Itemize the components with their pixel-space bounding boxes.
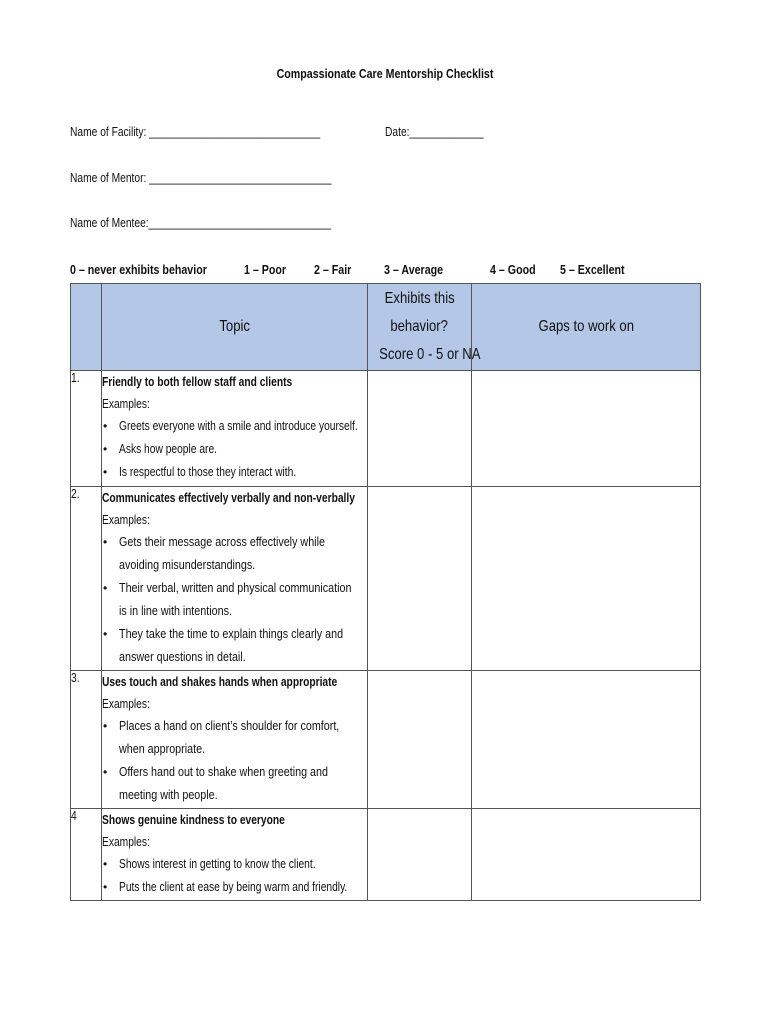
list-item: • Gets their message across effectively while avoiding misunderstandings. xyxy=(102,531,367,577)
checklist-table xyxy=(70,283,701,901)
page-title: Compassionate Care Mentorship Checklist xyxy=(276,66,494,81)
examples-label: Examples: xyxy=(102,513,150,527)
table-row xyxy=(71,371,701,487)
bullet-icon: • xyxy=(103,627,108,641)
mentor-label: Name of Mentor: ________________________________ xyxy=(70,171,332,185)
bullet-icon: • xyxy=(103,581,108,595)
list-item: • Asks how people are. xyxy=(102,438,367,461)
list-item: • Puts the client at ease by being warm and friendly. xyxy=(102,876,367,899)
topic-heading: Friendly to both fellow staff and clients xyxy=(102,375,293,389)
examples-label: Examples: xyxy=(102,835,150,849)
topic-heading: Shows genuine kindness to everyone xyxy=(102,813,285,827)
scale-item-3: 3 – Average xyxy=(384,262,444,277)
bullet-icon: • xyxy=(103,442,108,456)
table-row xyxy=(71,809,701,901)
row-number: 1. xyxy=(71,371,102,487)
bullet-icon: • xyxy=(103,419,108,433)
scale-item-1: 1 – Poor xyxy=(244,262,287,277)
date-label: Date:_____________ xyxy=(385,125,484,139)
scale-item-4: 4 – Good xyxy=(490,262,536,277)
topic-heading: Communicates effectively verbally and non-verbally xyxy=(102,491,355,505)
mentee-label: Name of Mentee:________________________________ xyxy=(70,216,332,230)
header-gaps: Gaps to work on xyxy=(472,284,701,371)
table-header-row xyxy=(71,284,701,371)
facility-field xyxy=(70,125,375,139)
gaps-cell[interactable] xyxy=(472,487,701,671)
list-item: • Greets everyone with a smile and introduce yourself. xyxy=(102,415,367,438)
gaps-cell[interactable] xyxy=(472,671,701,809)
example-list xyxy=(102,531,367,669)
list-item: • They take the time to explain things clearly and answer questions in detail. xyxy=(102,623,367,669)
bullet-icon: • xyxy=(103,719,108,733)
score-cell[interactable] xyxy=(368,487,472,671)
header-score xyxy=(368,284,481,371)
gaps-cell[interactable] xyxy=(472,371,701,487)
example-list xyxy=(102,715,367,807)
topic-cell xyxy=(102,487,368,671)
list-item: • Shows interest in getting to know the client. xyxy=(102,853,367,876)
scale-item-0: 0 – never exhibits behavior xyxy=(70,262,207,277)
scale-item-5: 5 – Excellent xyxy=(560,262,625,277)
header-topic: Topic xyxy=(102,284,368,371)
header-score-line3: Score 0 - 5 or NA xyxy=(379,346,481,363)
bullet-icon: • xyxy=(103,465,108,479)
topic-cell xyxy=(102,809,368,901)
list-item: • Places a hand on client’s shoulder for comfort, when appropriate. xyxy=(102,715,367,761)
header-number xyxy=(71,284,102,371)
score-cell[interactable] xyxy=(368,671,472,809)
bullet-icon: • xyxy=(103,880,108,894)
scale-item-2: 2 – Fair xyxy=(314,262,352,277)
example-list xyxy=(102,853,367,899)
list-item: • Their verbal, written and physical communication is in line with intentions. xyxy=(102,577,367,623)
mentor-field xyxy=(70,171,389,185)
list-item: • Is respectful to those they interact with. xyxy=(102,461,367,484)
bullet-icon: • xyxy=(103,857,108,871)
bullet-icon: • xyxy=(103,765,108,779)
table-row xyxy=(71,487,701,671)
header-score-line1: Exhibits this xyxy=(384,290,455,307)
header-score-line2: behavior? xyxy=(390,318,449,335)
examples-label: Examples: xyxy=(102,697,150,711)
facility-label: Name of Facility: ______________________________ xyxy=(70,125,321,139)
topic-cell xyxy=(102,371,368,487)
mentee-field xyxy=(70,216,388,230)
gaps-cell[interactable] xyxy=(472,809,701,901)
topic-cell xyxy=(102,671,368,809)
date-field xyxy=(385,125,505,139)
examples-label: Examples: xyxy=(102,397,150,411)
row-number: 2. xyxy=(71,487,102,671)
row-number: 3. xyxy=(71,671,102,809)
table-row xyxy=(71,671,701,809)
topic-heading: Uses touch and shakes hands when appropriate xyxy=(102,675,338,689)
list-item: • Offers hand out to shake when greeting and meeting with people. xyxy=(102,761,367,807)
row-number: 4 xyxy=(71,809,102,901)
bullet-icon: • xyxy=(103,535,108,549)
example-list xyxy=(102,415,367,484)
